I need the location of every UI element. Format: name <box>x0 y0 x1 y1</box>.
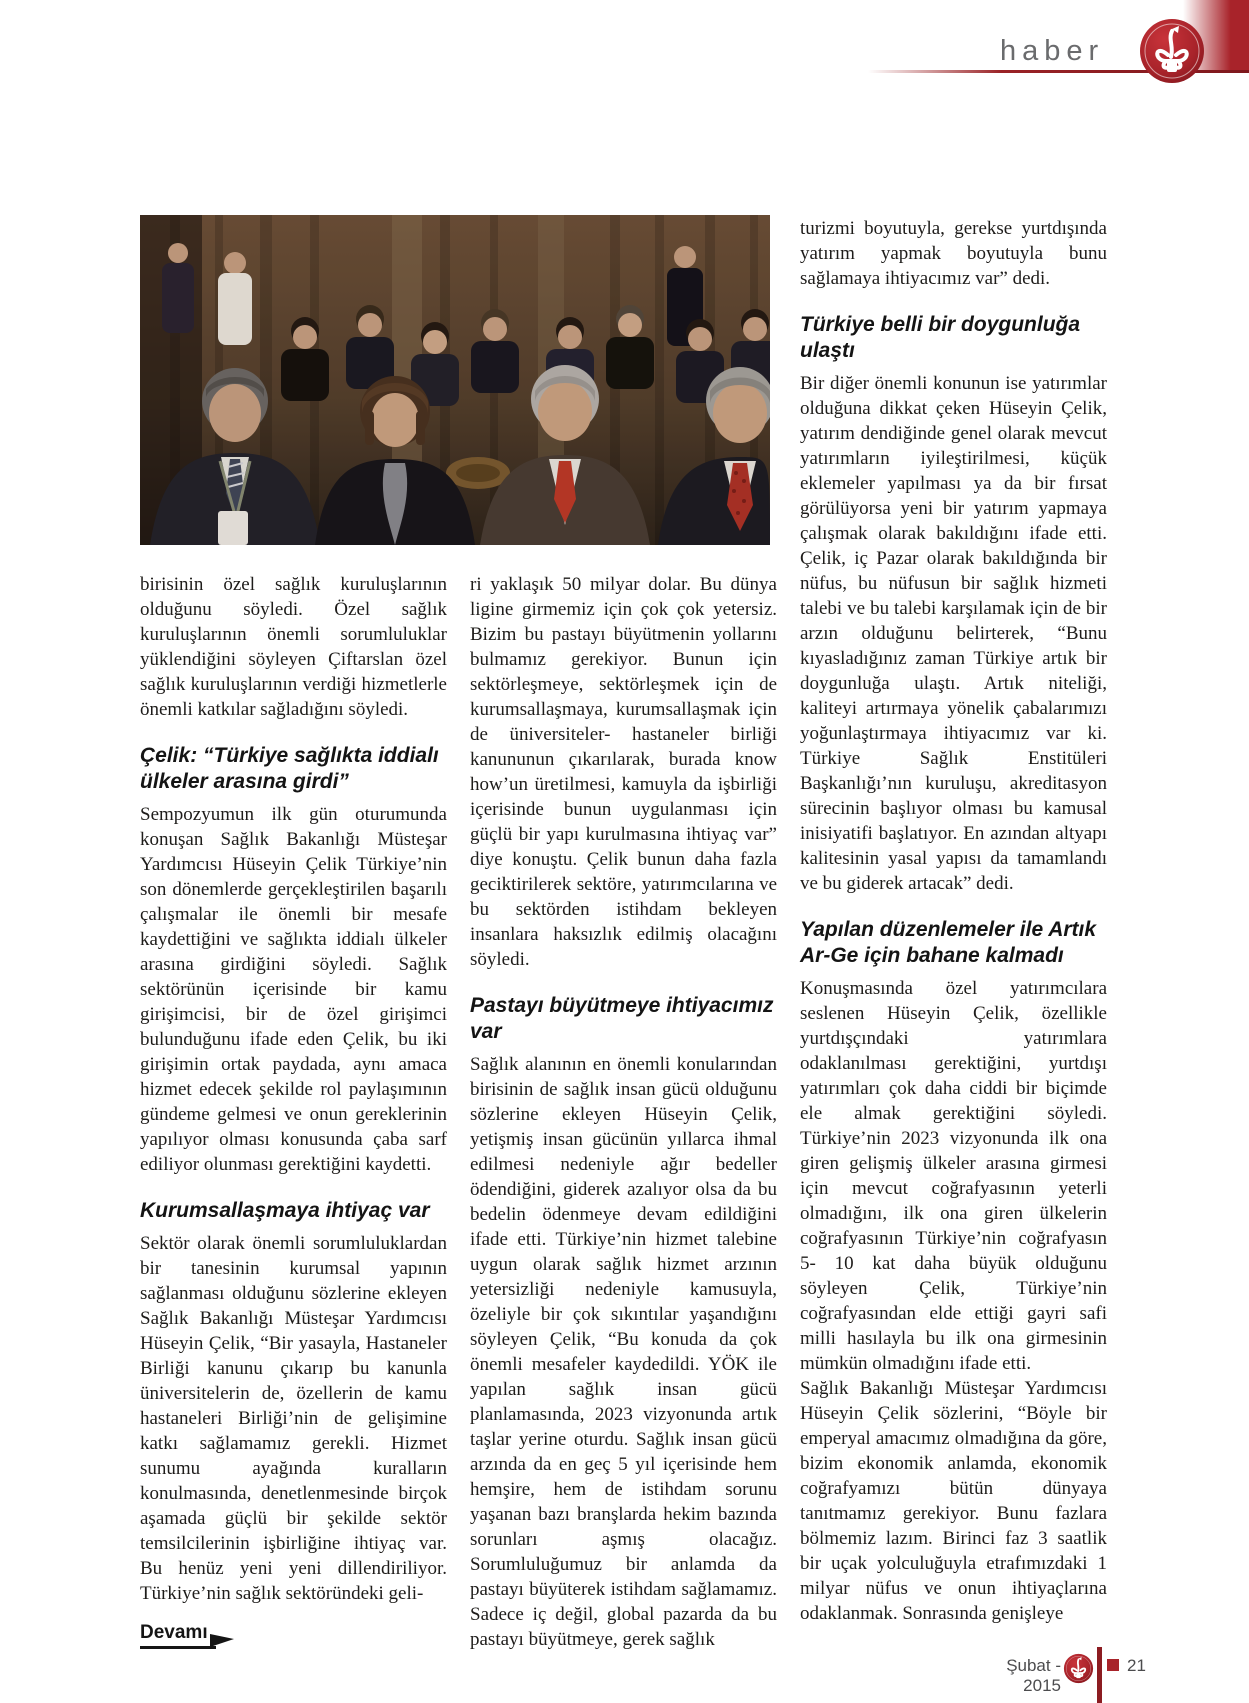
footer-divider-bar <box>1097 1647 1102 1703</box>
article-paragraph: Sektör olarak önemli sorumluluklardan bir tanesinin kurumsal yapının sağlanması olduğunu sözlerine ekleyen Sağlık Bakanlığı Müsteşar Yardımcısı Hüseyin Çelik, “Bir yasayla, Hastaneler Birliği kanunu çıkarıp bu kanunla üniversitelerin de, özellerin de kamu hastaneleri Birliği’nin de gelişimine katkı sağlamamız gerekli. Hizmet sunumu ayağında kuralların konulmasında, denetlenmesinde birçok aşamada güçlü bir şekilde sektör temsilcilerinin işbirliğine ihtiyaç var. Bu henüz yeni yeni dillendiriliyor. Türkiye’nin sağlık sektöründeki geli- <box>140 1233 447 1604</box>
article-column-middle <box>470 572 777 1652</box>
article-paragraph: Sempozyumun ilk gün oturumunda konuşan Sağlık Bakanlığı Müsteşar Yardımcısı Hüseyin Çelik Türkiye’nin son dönemlerde gerçekleştirilen başarılı çalışmalar ile önemli bir mesafe kaydettiğini ve sağlıkta iddialı ülkeler arasına girdiğini söyledi. Sağlık sektörünün içerisinde bir kamu girişimcisi, bir de özel girişimci bulunduğunu ifade eden Çelik, bu iki girişimin ortak paydada, aynı amaca hizmet edecek şekilde rol paylaşımının gündeme gelmesi ve onun gereklerinin yapılıyor olması konusunda çaba sarf ediliyor olunması gerektiğini kaydetti. <box>140 804 447 1175</box>
section-label: haber <box>1000 35 1105 67</box>
section-heading-doygunluk: Türkiye belli bir doygunluğa ulaştı <box>800 313 1081 362</box>
article-paragraph: Bir diğer önemli konunun ise yatırımlar olduğuna dikkat çeken Hüseyin Çelik, yatırım dendiğinde genel olarak mevcut yatırımların iyileştirilmesi, küçük eklemeler yapılması ya da bir fırsat görülüyorsa yeni bir yatırım yapmaya çalışmak olarak bakıldığını ifade etti. Çelik, iç Pazar olarak bakıldığında bir nüfus, bu nüfusun bir sağlık hizmeti talebi ve bu talebi karşılamak için de bir arzın olduğunu belirterek, “Bunu kıyasladığınız zaman Türkiye artık bir doygunluğa ulaştı. Artık niteliği, kaliteyi artırmaya yönelik çabalarımızı yoğunlaştırmaya ihtiyacımız var ki. Türkiye Sağlık Enstitüleri Başkanlığı’nın kuruluşu, akreditasyon sürecinin başlıyor olması bu kamusal inisiyatifi başlatıyor. En azından altyapı kalitesinin yasal yapısı da tamamlandı ve bu giderek artacak” dedi. <box>800 373 1107 894</box>
page-number: 21 <box>1127 1656 1146 1675</box>
section-heading-pastayi-buyutme: Pastayı büyütmeye ihtiyacımız var <box>470 994 774 1043</box>
issue-date: Şubat - 2015 <box>1006 1656 1061 1695</box>
continued-label: Devamı <box>140 1622 216 1649</box>
article-paragraph: Sağlık Bakanlığı Müsteşar Yardımcısı Hüseyin Çelik sözlerini, “Böyle bir emperyal amacımız olmadığına da göre, bizim ekonomik anlamda, ekonomik coğrafyamızı bütün dünyaya tanıtmamız gerekiyor. Bunu fazlara bölmemiz lazım. Birinci faz 3 saatlik bir uçak yolculuğuyla etrafımızdaki 1 milyar nüfus ve onun ihtiyaçlarına odaklanmak. Sonrasında genişleye <box>800 1378 1107 1624</box>
section-heading-kurumsallasma: Kurumsallaşmaya ihtiyaç var <box>140 1199 430 1222</box>
article-paragraph: Sağlık alanının en önemli konularından birisinin de sağlık insan gücü olduğunu sözlerine ekleyen Hüseyin Çelik, yetişmiş insan gücünün yıllarca ihmal edilmesi nedeniyle ağır bedeller ödendiğini, giderek azalıyor olsa da bu bedelin ödenmeye devam edildiğini ifade etti. Türkiye’nin hizmet talebine uygun olarak sağlık hizmet arzının yetersizliği nedeniyle kamusuyla, özeliyle bir çok sıkıntılar yaşandığını söyleyen Çelik, “Bu konuda da çok önemli mesafeler kaydedildi. YÖK ile yapılan sağlık insan gücü planlamasında, 2023 vizyonunda artık taşlar yerine oturdu. Sağlık insan gücü arzında da en geç 5 yıl içerisinde hem hemşire, hem de istihdam sorunu yaşanan bazı branşlarda hekim bazında sorunları aşmış olacağız. Sorumluluğumuz bir anlamda da pastayı büyüterek istihdam sağlamamız. Sadece iç değil, global pazarda da bu pastayı büyütmeye, gerek sağlık <box>470 1054 777 1650</box>
article-paragraph: turizmi boyutuyla, gerekse yurtdışında yatırım yapmak boyutuyla bunu sağlamaya ihtiyacımız var” dedi. <box>800 218 1107 289</box>
continued-arrow-icon <box>210 1634 234 1647</box>
footer-red-square <box>1107 1659 1119 1671</box>
magazine-logo-icon-small <box>1063 1653 1094 1684</box>
continued-marker <box>140 1622 234 1649</box>
article-paragraph: birisinin özel sağlık kuruluşlarının olduğunu söyledi. Özel sağlık kuruluşlarının önemli sorumluluklar yüklendiğini söyleyen Çiftarslan özel sağlık kuruluşlarının verdiği hizmetlerle önemli katkılar sağladığını söyledi. <box>140 574 447 720</box>
section-heading-celik-quote: Çelik: “Türkiye sağlıkta iddialı ülkeler arasına girdi” <box>140 744 439 793</box>
article-paragraph: Konuşmasında özel yatırımcılara seslenen Hüseyin Çelik, özellikle yurtdışçındaki yatırımlara odaklanılması gerektiğini, yurtdışı yatırımları çok daha ciddi bir biçimde ele almak gerektiğini söyledi. Türkiye’nin 2023 vizyonunda ilk ona giren gelişmiş ülkeler arasına girmesi için mevcut coğrafyasının yeterli olmadığını, ilk ona giren ülkelerin coğrafyasının Türkiye’nin coğrafyasın 5- 10 kat daha büyük olduğunu söyleyen Çelik, Türkiye’nin coğrafyasından elde ettiği gayri safi milli hasılayla bu ilk ona girmesinin mümkün olmadığını ifade etti. <box>800 978 1107 1374</box>
section-heading-duzenlemeler: Yapılan düzenlemeler ile Artık Ar-Ge için bahane kalmadı <box>800 918 1097 967</box>
conference-audience-photo <box>140 215 770 545</box>
article-column-left <box>140 572 447 1606</box>
article-column-right <box>800 216 1107 1626</box>
magazine-logo-icon <box>1138 17 1206 85</box>
article-paragraph: ri yaklaşık 50 milyar dolar. Bu dünya ligine girmemiz için çok çok yetersiz. Bizim bu pastayı büyütmenin yollarını bulmamız gerekiyor. Bunun için sektörleşmeye, sektörleşmek için de kurumsallaşmaya, kurumsallaşmak için de üniversiteler- hastaneler birliği kanununun çıkarılarak, burada know how’un üretilmesi, kamuyla da işbirliği içerisinde bunun uygulanması için güçlü bir yapı kurulmasına ihtiyaç var” diye konuştu. Çelik bunun daha fazla geciktirilerek sektöre, yatırımcılarına ve bu sektörden istihdam bekleyen insanlara haksızlık edilmiş olacağını söyledi. <box>470 574 777 970</box>
